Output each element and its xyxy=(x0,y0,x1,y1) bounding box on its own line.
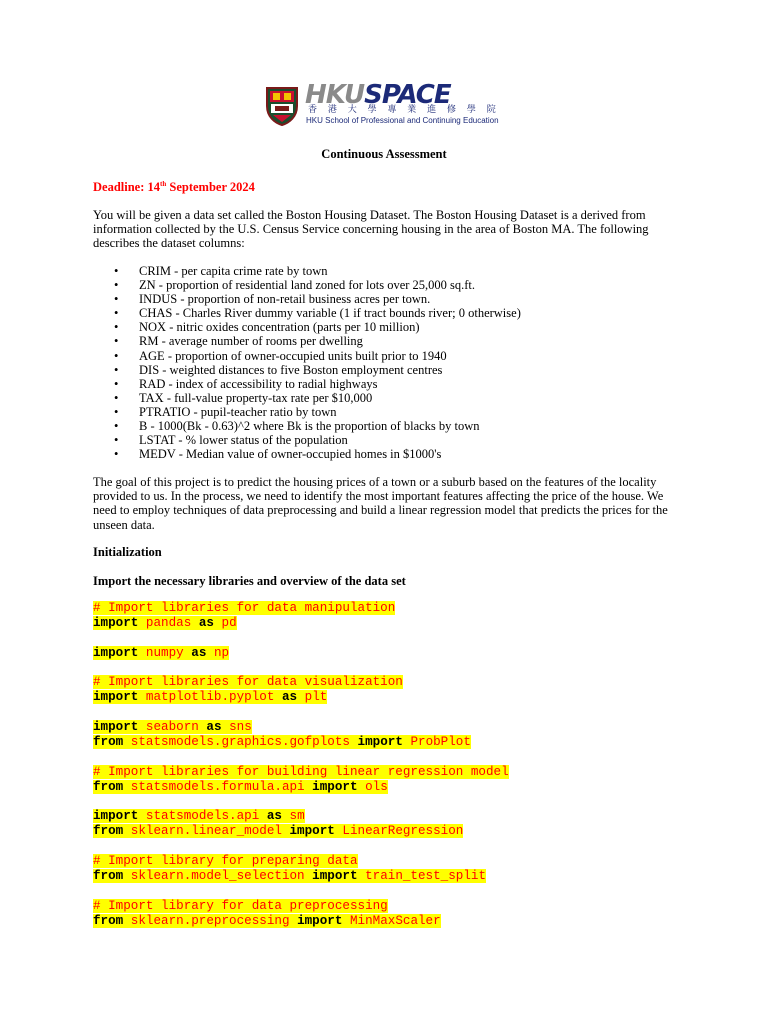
code-text: np xyxy=(206,645,230,660)
code-blank-line xyxy=(93,884,509,899)
code-keyword: import xyxy=(312,779,358,794)
code-line xyxy=(93,601,509,616)
column-description: INDUS - proportion of non-retail business acres per town. xyxy=(139,292,431,307)
code-line xyxy=(93,616,509,631)
bullet-icon: • xyxy=(114,320,119,335)
document-title: Continuous Assessment xyxy=(321,147,447,161)
bullet-icon: • xyxy=(114,306,119,321)
column-list-item xyxy=(93,306,521,320)
deadline-superscript: th xyxy=(160,179,167,188)
initialization-heading: Initialization xyxy=(93,545,162,559)
code-text: matplotlib.pyplot xyxy=(138,690,282,705)
code-text: statsmodels.formula.api xyxy=(123,779,313,794)
code-keyword: from xyxy=(93,735,124,750)
code-text: numpy xyxy=(138,645,192,660)
code-text: ProbPlot xyxy=(402,735,471,750)
code-text: sklearn.linear_model xyxy=(123,824,290,839)
code-keyword: import xyxy=(93,615,139,630)
code-text: sklearn.model_selection xyxy=(123,869,313,884)
column-description: PTRATIO - pupil-teacher ratio by town xyxy=(139,404,337,419)
logo-chinese-name: 香 港 大 學 專 業 進 修 學 院 xyxy=(308,105,500,115)
code-line xyxy=(93,646,509,661)
code-highlight xyxy=(93,765,509,779)
code-text: train_test_split xyxy=(357,869,487,884)
code-block xyxy=(93,601,509,929)
code-keyword: from xyxy=(93,913,124,928)
code-line xyxy=(93,854,509,869)
code-highlight xyxy=(93,914,441,928)
code-blank-line xyxy=(93,661,509,676)
column-description: ZN - proportion of residential land zoned for lots over 25,000 sq.ft. xyxy=(139,278,476,293)
code-keyword: from xyxy=(93,779,124,794)
column-list-item xyxy=(93,320,521,334)
column-list-item xyxy=(93,377,521,391)
bullet-icon: • xyxy=(114,334,119,349)
code-line xyxy=(93,765,509,780)
code-line xyxy=(93,824,509,839)
code-highlight xyxy=(93,735,471,749)
column-list-item xyxy=(93,292,521,306)
code-line xyxy=(93,809,509,824)
goal-paragraph: The goal of this project is to predict the housing prices of a town or a suburb based on the features of the locality provided to us. In the process, we need to identify the most important features affecting the price of the house. We need to employ techniques of data preprocessing and build a linear regression model that predicts the prices for the unseen data. xyxy=(93,475,668,532)
code-keyword: import xyxy=(312,869,358,884)
code-text: LinearRegression xyxy=(334,824,464,839)
hku-space-logo xyxy=(265,80,505,130)
code-blank-line xyxy=(93,705,509,720)
bullet-icon: • xyxy=(114,376,119,391)
code-line xyxy=(93,899,509,914)
bullet-icon: • xyxy=(114,419,119,434)
bullet-icon: • xyxy=(114,264,119,278)
code-text: # Import library for data preprocessing xyxy=(93,898,388,913)
bullet-icon: • xyxy=(114,362,119,377)
code-keyword: import xyxy=(93,645,139,660)
code-highlight xyxy=(93,646,229,660)
code-text: # Import libraries for data manipulation xyxy=(93,601,396,615)
code-text: sns xyxy=(221,720,252,735)
column-list-item xyxy=(93,433,521,447)
code-keyword: import xyxy=(93,720,139,735)
code-text: sklearn.preprocessing xyxy=(123,913,298,928)
column-description: LSTAT - % lower status of the population xyxy=(139,433,348,448)
code-text: MinMaxScaler xyxy=(342,913,441,928)
column-description: CRIM - per capita crime rate by town xyxy=(139,264,328,278)
bullet-icon: • xyxy=(114,433,119,448)
deadline-prefix: Deadline: 14 xyxy=(93,180,161,194)
column-list-item xyxy=(93,363,521,377)
code-line xyxy=(93,675,509,690)
logo-word-hku: HKU xyxy=(305,80,365,110)
code-blank-line xyxy=(93,839,509,854)
code-highlight xyxy=(93,899,388,913)
code-text: # Import libraries for data visualization xyxy=(93,675,403,690)
logo-subtitle: HKU School of Professional and Continuing Education xyxy=(306,116,499,125)
code-keyword: import xyxy=(297,913,343,928)
code-keyword: as xyxy=(266,809,282,824)
column-list-item xyxy=(93,349,521,363)
bullet-icon: • xyxy=(114,404,119,419)
code-highlight xyxy=(93,601,395,615)
code-highlight xyxy=(93,720,252,734)
code-highlight xyxy=(93,675,403,689)
code-keyword: from xyxy=(93,824,124,839)
bullet-icon: • xyxy=(114,292,119,307)
code-highlight xyxy=(93,809,305,823)
column-description: DIS - weighted distances to five Boston employment centres xyxy=(139,362,443,377)
bullet-icon: • xyxy=(114,348,119,363)
code-text: plt xyxy=(297,690,328,705)
intro-paragraph: You will be given a data set called the Boston Housing Dataset. The Boston Housing Dataset is a derived from information collected by the U.S. Census Service concerning housing in the area of Boston MA. The following describes the dataset columns: xyxy=(93,208,649,251)
code-highlight xyxy=(93,616,237,630)
column-description: TAX - full-value property-tax rate per $10,000 xyxy=(139,390,373,405)
deadline xyxy=(93,180,255,195)
column-list-item xyxy=(93,334,521,348)
code-highlight xyxy=(93,780,388,794)
code-keyword: import xyxy=(93,809,139,824)
code-blank-line xyxy=(93,631,509,646)
code-keyword: from xyxy=(93,869,124,884)
code-text: # Import library for preparing data xyxy=(93,854,358,869)
code-keyword: as xyxy=(206,720,222,735)
import-heading: Import the necessary libraries and overview of the data set xyxy=(93,574,406,588)
code-highlight xyxy=(93,690,327,704)
column-description: RAD - index of accessibility to radial highways xyxy=(139,376,378,391)
column-description: B - 1000(Bk - 0.63)^2 where Bk is the proportion of blacks by town xyxy=(139,419,480,434)
code-blank-line xyxy=(93,750,509,765)
column-description: NOX - nitric oxides concentration (parts per 10 million) xyxy=(139,320,420,335)
column-description: RM - average number of rooms per dwelling xyxy=(139,334,363,349)
crest-icon xyxy=(265,86,299,126)
code-line xyxy=(93,690,509,705)
code-keyword: as xyxy=(198,615,214,630)
column-list-item xyxy=(93,447,521,461)
code-keyword: import xyxy=(289,824,335,839)
code-text: sm xyxy=(281,809,305,824)
code-line xyxy=(93,735,509,750)
code-text: pandas xyxy=(138,615,199,630)
code-text: pd xyxy=(213,615,237,630)
code-line xyxy=(93,869,509,884)
code-highlight xyxy=(93,869,486,883)
bullet-icon: • xyxy=(114,447,119,462)
code-highlight xyxy=(93,824,463,838)
bullet-icon: • xyxy=(114,390,119,405)
column-description: MEDV - Median value of owner-occupied homes in $1000's xyxy=(139,447,442,462)
column-list-item xyxy=(93,391,521,405)
logo-word-space: SPACE xyxy=(364,80,451,110)
bullet-icon: • xyxy=(114,278,119,293)
code-blank-line xyxy=(93,795,509,810)
code-text: statsmodels.api xyxy=(138,809,267,824)
code-text: statsmodels.graphics.gofplots xyxy=(123,735,358,750)
code-line xyxy=(93,780,509,795)
column-list-item xyxy=(93,419,521,433)
code-keyword: import xyxy=(357,735,403,750)
dataset-columns-list xyxy=(93,264,521,461)
code-keyword: import xyxy=(93,690,139,705)
column-list-item xyxy=(93,264,521,278)
column-description: CHAS - Charles River dummy variable (1 if tract bounds river; 0 otherwise) xyxy=(139,306,521,321)
code-keyword: as xyxy=(281,690,298,705)
code-line xyxy=(93,720,509,735)
column-list-item xyxy=(93,278,521,292)
deadline-suffix: September 2024 xyxy=(166,180,255,194)
code-text: # Import libraries for building linear regression model xyxy=(93,764,509,779)
column-list-item xyxy=(93,405,521,419)
column-description: AGE - proportion of owner-occupied units built prior to 1940 xyxy=(139,348,447,363)
code-text: ols xyxy=(357,779,388,794)
code-text: seaborn xyxy=(138,720,207,735)
code-keyword: as xyxy=(191,645,207,660)
code-line xyxy=(93,914,509,929)
code-highlight xyxy=(93,854,358,868)
